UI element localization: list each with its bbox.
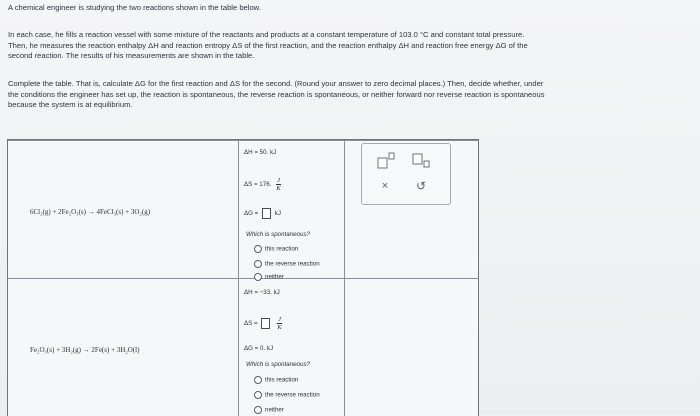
unit-numerator: J (277, 177, 280, 184)
reaction-2-option-this[interactable] (254, 376, 298, 384)
reaction-2-option-neither[interactable] (254, 406, 284, 414)
reaction-2-dG (244, 345, 273, 352)
reaction-1-dG-unit: kJ (274, 210, 281, 218)
task-text (8, 79, 698, 111)
reaction-1-option-neither[interactable] (254, 273, 284, 281)
reaction-2-dH (244, 289, 280, 296)
option-label: the reverse reaction (265, 260, 320, 268)
subscript-box-icon (408, 152, 434, 170)
intro-text (8, 3, 698, 14)
undo-button[interactable] (410, 179, 432, 195)
option-label: neither (265, 406, 284, 414)
reaction-2-dS-label: ΔS = (244, 320, 258, 328)
undo-icon: ↺ (415, 179, 427, 193)
reaction-2-question: Which is spontaneous? (246, 361, 310, 368)
intro-line: A chemical engineer is studying the two reactions shown in the table below. (8, 3, 261, 12)
superscript-button[interactable] (372, 152, 398, 170)
close-icon: × (381, 180, 389, 192)
unit-denominator: K (277, 324, 282, 331)
reaction-2-dG-label: ΔG = 0. kJ (244, 345, 274, 352)
reaction-1-dS-unit (276, 177, 281, 192)
option-label: this reaction (265, 245, 299, 253)
radio-icon[interactable] (254, 391, 262, 399)
math-tools-panel (361, 143, 451, 205)
reaction-1-dG-label: ΔG = (244, 210, 259, 218)
conditions-line-3: second reaction. The results of his measurements are shown in the table. (8, 51, 255, 60)
reaction-1-dH (244, 149, 276, 156)
reaction-2-dS (244, 316, 282, 331)
task-line-1: Complete the table. That is, calculate ΔG for the first reaction and ΔS for the second. (Round your answer to zero decimal places.) Then, decide whether, under (8, 79, 544, 88)
option-label: this reaction (265, 376, 299, 384)
task-line-3: because the system is at equilibrium. (8, 100, 133, 109)
conditions-line-2: Then, he measures the reaction enthalpy ΔH and reaction entropy ΔS of the first reaction, and the reaction enthalpy ΔH and reaction free energy ΔG of the (8, 40, 528, 50)
conditions-line-1: In each case, he fills a reaction vessel with some mixture of the reactants and products at a constant temperature of 103.0 °C and constant total pressure. (8, 30, 525, 39)
reaction-1-dG (244, 208, 281, 219)
row-divider (8, 140, 478, 141)
reaction-2-equation: Fe₂O₃(s) + 3H₂(g) → 2Fe(s) + 3H₂O(l) (30, 346, 140, 354)
reaction-1-question: Which is spontaneous? (246, 231, 310, 238)
reaction-1-dH-label: ΔH = 50. kJ (244, 149, 277, 156)
superscript-box-icon (372, 152, 398, 170)
reaction-1-dG-input[interactable] (262, 208, 271, 219)
option-label: neither (265, 273, 284, 281)
unit-denominator: K (276, 185, 281, 192)
task-line-2: the conditions the engineer has set up, the reaction is spontaneous, the reverse reaction is spontaneous, or neither forward nor reverse reaction is spontaneous (8, 89, 545, 99)
row-divider (8, 278, 478, 279)
radio-icon[interactable] (254, 260, 262, 268)
unit-numerator: J (278, 316, 281, 323)
conditions-text (8, 30, 698, 62)
radio-icon[interactable] (254, 245, 262, 253)
reaction-2-dS-input[interactable] (261, 318, 270, 329)
reaction-2-option-reverse[interactable] (254, 391, 320, 399)
subscript-button[interactable] (408, 152, 434, 170)
reaction-1-dS-label: ΔS = 176. (244, 181, 272, 189)
reaction-1-equation: 6Cl₂(g) + 2Fe₂O₃(s) → 4FeCl₃(s) + 3O₂(g) (30, 208, 151, 216)
reaction-1-option-reverse[interactable] (254, 260, 320, 268)
reaction-1-option-this[interactable] (254, 245, 298, 253)
reaction-1-dS (244, 177, 281, 192)
reaction-2-dS-unit (277, 316, 282, 331)
radio-icon[interactable] (254, 273, 262, 281)
reaction-2-dH-label: ΔH = −33. kJ (244, 289, 280, 296)
clear-button[interactable] (374, 180, 396, 196)
radio-icon[interactable] (254, 376, 262, 384)
option-label: the reverse reaction (265, 391, 320, 399)
radio-icon[interactable] (254, 406, 262, 414)
